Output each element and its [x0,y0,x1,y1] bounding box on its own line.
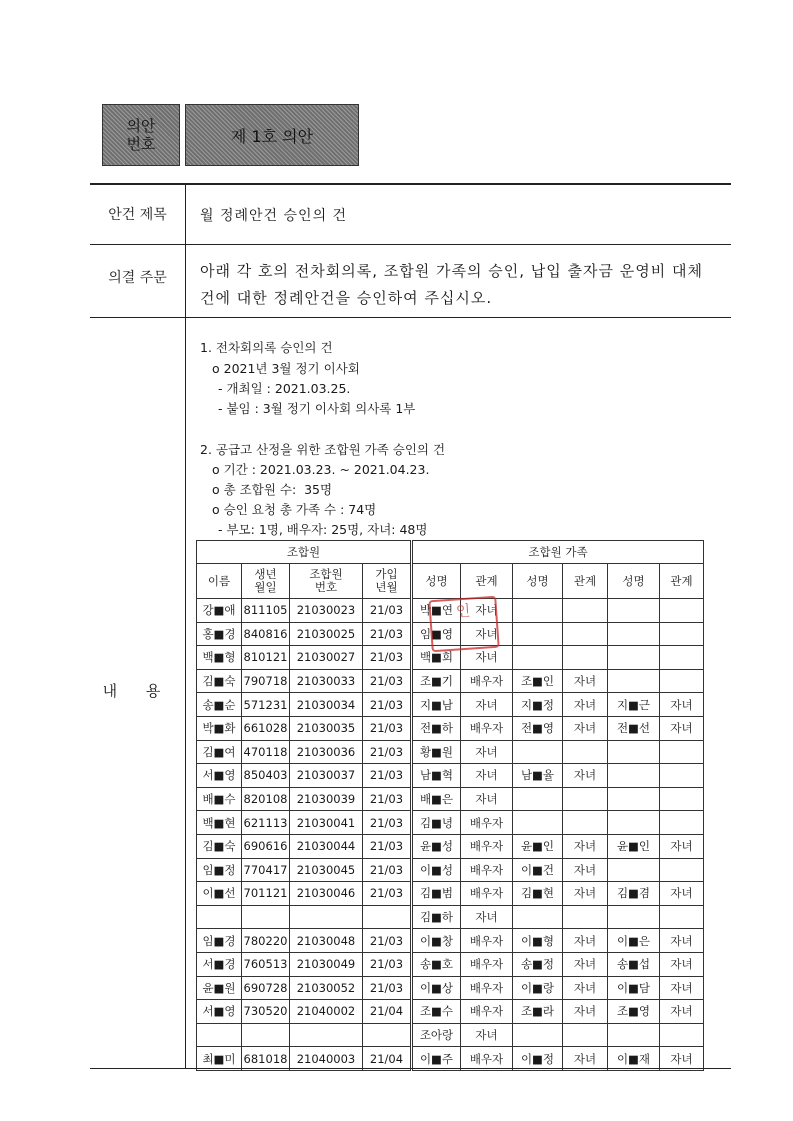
family-relation-2-cell: 자녀 [563,882,608,906]
family-relation-2-cell [563,740,608,764]
member-join-cell: 21/03 [363,834,412,858]
member-birth-cell: 760513 [242,952,290,976]
member-number-cell: 21030041 [290,811,363,835]
col-name-header: 이름 [197,564,242,599]
member-join-cell: 21/03 [363,976,412,1000]
family-relation-1-cell: 자녀 [461,905,513,929]
family-name-2-cell: 전■영 [513,716,563,740]
member-name-cell: 배■수 [197,787,242,811]
family-relation-3-cell: 자녀 [660,976,704,1000]
family-relation-3-cell [660,646,704,670]
family-name-3-cell: 김■겸 [608,882,660,906]
member-birth-cell: 850403 [242,764,290,788]
family-relation-3-cell: 자녀 [660,952,704,976]
family-relation-1-cell: 배우자 [461,716,513,740]
agenda-number: 제 1호 의안 [230,126,314,146]
family-group-header: 조합원 가족 [412,541,704,564]
family-name-3-cell [608,787,660,811]
member-name-cell: 백■현 [197,811,242,835]
member-name-cell: 송■순 [197,693,242,717]
family-relation-1-cell: 배우자 [461,1047,513,1071]
family-relation-2-cell: 자녀 [563,834,608,858]
family-name-3-cell [608,740,660,764]
family-table-body [197,599,704,1071]
section2-title: 2. 공급고 산정을 위한 조합원 가족 승인의 건 [200,442,446,457]
member-name-cell: 강■애 [197,599,242,623]
family-name-3-cell [608,599,660,623]
family-relation-2-cell: 자녀 [563,764,608,788]
member-birth-cell: 840816 [242,622,290,646]
agenda-number-label-box [102,104,180,166]
table-row [197,882,704,906]
family-name-2-cell: 이■랑 [513,976,563,1000]
family-name-2-cell [513,646,563,670]
member-birth-cell: 820108 [242,787,290,811]
member-birth-cell: 701121 [242,882,290,906]
section1-date: - 개최일 : 2021.03.25. [218,381,351,396]
family-name-2-cell: 조■인 [513,669,563,693]
family-relation-2-cell: 자녀 [563,976,608,1000]
family-relation-2-cell: 자녀 [563,1047,608,1071]
title-label: 안건 제목 [108,207,167,223]
member-name-cell: 서■영 [197,1000,242,1024]
member-birth-cell: 810121 [242,646,290,670]
member-birth-cell: 780220 [242,929,290,953]
member-number-cell [290,905,363,929]
family-name-1-cell: 황■원 [412,740,461,764]
member-number-cell: 21030027 [290,646,363,670]
family-name-1-cell: 임■영 [412,622,461,646]
family-relation-1-cell: 자녀 [461,740,513,764]
member-join-cell: 21/03 [363,882,412,906]
family-name-2-cell [513,1023,563,1047]
family-relation-1-cell: 자녀 [461,599,513,623]
family-relation-2-cell: 자녀 [563,858,608,882]
member-join-cell: 21/03 [363,929,412,953]
member-birth-cell: 790718 [242,669,290,693]
table-row [197,787,704,811]
member-join-cell: 21/03 [363,646,412,670]
member-number-cell: 21030046 [290,882,363,906]
family-relation-2-cell [563,646,608,670]
member-birth-cell: 571231 [242,693,290,717]
member-birth-cell: 811105 [242,599,290,623]
member-birth-cell: 690728 [242,976,290,1000]
family-name-2-cell: 송■정 [513,952,563,976]
col-family-name-header: 성명 [412,564,461,599]
col-birth-header: 생년 월일 [242,564,290,599]
family-name-1-cell: 조■수 [412,1000,461,1024]
family-relation-1-cell: 자녀 [461,646,513,670]
family-relation-3-cell [660,740,704,764]
family-name-3-cell [608,764,660,788]
family-relation-2-cell [563,1023,608,1047]
family-name-3-cell: 전■선 [608,716,660,740]
family-name-1-cell: 박■연 [412,599,461,623]
family-relation-2-cell: 자녀 [563,929,608,953]
family-relation-3-cell [660,905,704,929]
agenda-label-line2: 번호 [126,135,156,153]
family-name-3-cell: 이■은 [608,929,660,953]
family-relation-2-cell [563,622,608,646]
member-join-cell: 21/03 [363,811,412,835]
member-join-cell: 21/04 [363,1000,412,1024]
family-name-3-cell: 이■담 [608,976,660,1000]
family-name-2-cell [513,622,563,646]
family-relation-1-cell: 자녀 [461,622,513,646]
family-name-3-cell [608,858,660,882]
family-relation-2-cell: 자녀 [563,952,608,976]
family-name-3-cell [608,669,660,693]
table-row [197,811,704,835]
family-relation-3-cell: 자녀 [660,716,704,740]
family-name-2-cell: 윤■인 [513,834,563,858]
family-relation-3-cell [660,764,704,788]
member-birth-cell: 470118 [242,740,290,764]
section1-title: 1. 전차회의록 승인의 건 [200,340,333,355]
family-relation-2-cell [563,787,608,811]
family-name-2-cell [513,787,563,811]
table-row [197,834,704,858]
family-relation-1-cell: 배우자 [461,952,513,976]
member-name-cell [197,1023,242,1047]
member-number-cell: 21030045 [290,858,363,882]
member-birth-cell: 770417 [242,858,290,882]
family-relation-1-cell: 배우자 [461,882,513,906]
member-birth-cell: 621113 [242,811,290,835]
member-join-cell: 21/03 [363,622,412,646]
member-number-cell: 21040003 [290,1047,363,1071]
form-top-rule [90,183,731,185]
family-name-3-cell: 송■섭 [608,952,660,976]
family-name-2-cell [513,599,563,623]
family-relation-1-cell: 자녀 [461,764,513,788]
family-relation-3-cell: 자녀 [660,1047,704,1071]
section2-breakdown: - 부모: 1명, 배우자: 25명, 자녀: 48명 [218,522,428,537]
table-row [197,716,704,740]
family-name-1-cell: 조아랑 [412,1023,461,1047]
member-name-cell: 서■영 [197,764,242,788]
table-row [197,858,704,882]
family-relation-1-cell: 배우자 [461,929,513,953]
family-name-3-cell [608,1023,660,1047]
member-name-cell: 백■형 [197,646,242,670]
col-join-header: 가입 년월 [363,564,412,599]
family-name-2-cell [513,740,563,764]
family-name-1-cell: 김■범 [412,882,461,906]
table-row [197,740,704,764]
family-name-1-cell: 김■녕 [412,811,461,835]
member-number-cell: 21030036 [290,740,363,764]
family-name-2-cell [513,905,563,929]
family-name-3-cell [608,622,660,646]
table-row [197,693,704,717]
section1-attachment: - 붙임 : 3월 정기 이사회 의사록 1부 [218,401,416,416]
family-relation-2-cell [563,811,608,835]
member-join-cell: 21/03 [363,858,412,882]
member-name-cell: 서■경 [197,952,242,976]
family-relation-3-cell: 자녀 [660,882,704,906]
content-label: 내 용 [102,682,173,700]
family-name-3-cell [608,905,660,929]
family-name-3-cell [608,646,660,670]
member-number-cell: 21030039 [290,787,363,811]
col-number-header: 조합원 번호 [290,564,363,599]
table-row [197,905,704,929]
family-name-2-cell: 김■현 [513,882,563,906]
table-row [197,1047,704,1071]
table-row [197,1000,704,1024]
section2-period: o 기간 : 2021.03.23. ~ 2021.04.23. [212,462,430,477]
family-name-1-cell: 이■창 [412,929,461,953]
family-relation-1-cell: 자녀 [461,787,513,811]
family-relation-2-cell: 자녀 [563,716,608,740]
family-relation-2-cell [563,905,608,929]
agenda-number-box [185,104,359,166]
member-name-cell: 홍■경 [197,622,242,646]
family-relation-1-cell: 자녀 [461,693,513,717]
family-relation-3-cell: 자녀 [660,929,704,953]
member-join-cell: 21/03 [363,952,412,976]
member-join-cell [363,1023,412,1047]
member-birth-cell: 730520 [242,1000,290,1024]
family-relation-1-cell: 배우자 [461,669,513,693]
member-join-cell: 21/03 [363,599,412,623]
member-name-cell: 김■숙 [197,834,242,858]
family-relation-2-cell: 자녀 [563,669,608,693]
family-name-1-cell: 윤■성 [412,834,461,858]
member-number-cell: 21030049 [290,952,363,976]
family-relation-3-cell [660,669,704,693]
family-name-3-cell: 조■영 [608,1000,660,1024]
family-name-1-cell: 이■성 [412,858,461,882]
section2-request: o 승인 요청 총 가족 수 : 74명 [212,502,377,517]
table-row [197,952,704,976]
family-relation-1-cell: 배우자 [461,811,513,835]
family-name-1-cell: 전■하 [412,716,461,740]
col-family-name-header: 성명 [513,564,563,599]
family-relation-1-cell: 배우자 [461,1000,513,1024]
family-relation-1-cell: 배우자 [461,976,513,1000]
family-relation-3-cell: 자녀 [660,1000,704,1024]
table-row [197,1023,704,1047]
member-number-cell [290,1023,363,1047]
resolution-label: 의결 주문 [108,270,167,286]
family-name-2-cell: 지■정 [513,693,563,717]
family-name-2-cell: 남■율 [513,764,563,788]
table-row [197,669,704,693]
member-number-cell: 21030033 [290,669,363,693]
member-group-header: 조합원 [197,541,412,564]
member-number-cell: 21030023 [290,599,363,623]
family-relation-3-cell [660,1023,704,1047]
member-birth-cell: 690616 [242,834,290,858]
family-name-1-cell: 배■은 [412,787,461,811]
member-join-cell: 21/03 [363,693,412,717]
family-name-2-cell [513,811,563,835]
member-birth-cell: 681018 [242,1047,290,1071]
family-name-3-cell: 윤■인 [608,834,660,858]
family-relation-3-cell [660,787,704,811]
col-family-name-header: 성명 [608,564,660,599]
member-join-cell: 21/04 [363,1047,412,1071]
member-name-cell: 윤■원 [197,976,242,1000]
family-name-1-cell: 남■혁 [412,764,461,788]
member-join-cell: 21/03 [363,787,412,811]
member-birth-cell: 661028 [242,716,290,740]
family-name-2-cell: 이■정 [513,1047,563,1071]
member-number-cell: 21030034 [290,693,363,717]
member-birth-cell [242,905,290,929]
resolution-value: 아래 각 호의 전차회의록, 조합원 가족의 승인, 납입 출자금 운영비 대체 건에 대한 정례안건을 승인하여 주십시오. [200,262,703,307]
member-number-cell: 21030037 [290,764,363,788]
form-rule-2 [90,317,731,318]
member-number-cell: 21030048 [290,929,363,953]
title-value: 월 정례안건 승인의 건 [200,208,348,224]
family-name-1-cell: 이■상 [412,976,461,1000]
seal-stamp: 인 [428,596,499,653]
member-join-cell [363,905,412,929]
member-join-cell: 21/03 [363,716,412,740]
family-relation-2-cell [563,599,608,623]
member-number-cell: 21030035 [290,716,363,740]
family-name-2-cell: 조■라 [513,1000,563,1024]
family-name-1-cell: 김■하 [412,905,461,929]
family-relation-2-cell: 자녀 [563,693,608,717]
col-relation-header: 관계 [660,564,704,599]
member-birth-cell [242,1023,290,1047]
agenda-label-line1: 의안 [126,117,156,135]
family-name-3-cell: 지■근 [608,693,660,717]
family-name-2-cell: 이■형 [513,929,563,953]
member-name-cell: 김■여 [197,740,242,764]
col-relation-header: 관계 [461,564,513,599]
member-name-cell: 김■숙 [197,669,242,693]
section2-members: o 총 조합원 수: 35명 [212,482,333,497]
col-relation-header: 관계 [563,564,608,599]
family-relation-1-cell: 배우자 [461,834,513,858]
family-relation-2-cell: 자녀 [563,1000,608,1024]
family-name-1-cell: 지■남 [412,693,461,717]
family-relation-1-cell: 자녀 [461,1023,513,1047]
member-join-cell: 21/03 [363,669,412,693]
family-name-1-cell: 백■희 [412,646,461,670]
table-row [197,976,704,1000]
member-number-cell: 21030044 [290,834,363,858]
member-number-cell: 21040002 [290,1000,363,1024]
family-relation-3-cell: 자녀 [660,834,704,858]
form-column-divider [185,183,186,1068]
member-number-cell: 21030052 [290,976,363,1000]
form-rule-1 [90,244,731,245]
family-name-1-cell: 이■주 [412,1047,461,1071]
family-relation-3-cell [660,622,704,646]
member-join-cell: 21/03 [363,740,412,764]
section1-item: o 2021년 3월 정기 이사회 [212,361,360,376]
member-join-cell: 21/03 [363,764,412,788]
family-relation-3-cell [660,858,704,882]
family-relation-3-cell [660,811,704,835]
family-relation-3-cell: 자녀 [660,693,704,717]
family-name-3-cell [608,811,660,835]
family-name-1-cell: 조■기 [412,669,461,693]
member-name-cell: 임■경 [197,929,242,953]
member-name-cell [197,905,242,929]
member-name-cell: 박■화 [197,716,242,740]
family-relation-1-cell: 배우자 [461,858,513,882]
family-name-3-cell: 이■재 [608,1047,660,1071]
member-name-cell: 이■선 [197,882,242,906]
family-name-1-cell: 송■호 [412,952,461,976]
family-name-2-cell: 이■건 [513,858,563,882]
table-row [197,764,704,788]
member-name-cell: 최■미 [197,1047,242,1071]
member-number-cell: 21030025 [290,622,363,646]
member-name-cell: 임■정 [197,858,242,882]
table-row [197,929,704,953]
family-relation-3-cell [660,599,704,623]
